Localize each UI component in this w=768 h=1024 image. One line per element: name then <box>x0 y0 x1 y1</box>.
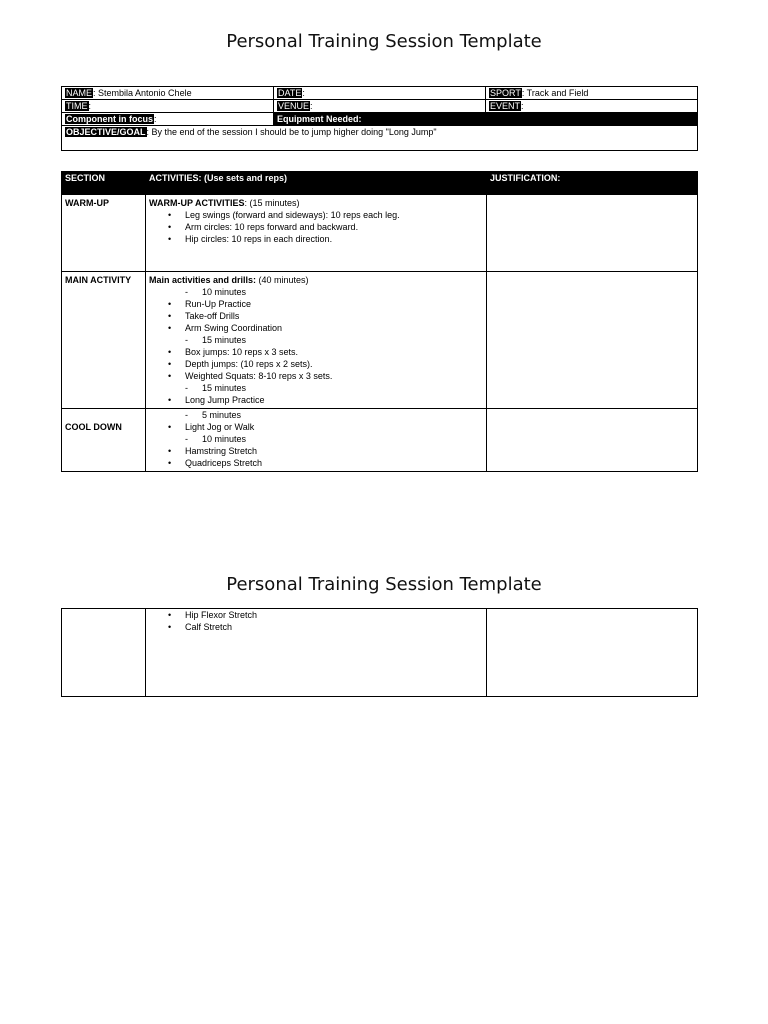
table-row-continued <box>62 609 698 697</box>
cool-down-list <box>149 409 483 469</box>
table-header-row <box>62 172 698 195</box>
list-item: • Light Jog or Walk <box>185 421 483 433</box>
venue-cell <box>274 100 486 113</box>
list-item: • Leg swings (forward and sideways): 10 reps each leg. <box>185 209 483 221</box>
warmup-heading-suffix: : (15 minutes) <box>244 198 300 208</box>
list-item: • Hip circles: 10 reps in each direction. <box>185 233 483 245</box>
main-activity-list <box>149 286 483 406</box>
warmup-section-label: WARM-UP <box>62 195 146 272</box>
sport-cell <box>486 87 698 100</box>
list-item: • Hip Flexor Stretch <box>185 609 483 621</box>
sport-label: SPORT <box>490 88 521 98</box>
list-item: - 15 minutes <box>185 334 483 346</box>
objective-cell <box>62 126 698 151</box>
main-activity-justification <box>487 272 698 409</box>
date-cell <box>274 87 486 100</box>
header-section: SECTION <box>62 172 146 195</box>
session-table-continued <box>61 608 698 697</box>
main-activity-section-label: MAIN ACTIVITY <box>62 272 146 409</box>
equipment-cell <box>274 113 698 126</box>
list-item: • Weighted Squats: 8-10 reps x 3 sets. <box>185 370 483 382</box>
name-cell <box>62 87 274 100</box>
venue-value: : <box>310 101 313 111</box>
list-item: - 15 minutes <box>185 382 483 394</box>
objective-label: OBJECTIVE/GOAL <box>66 127 146 137</box>
continued-list <box>149 609 483 633</box>
warmup-heading: WARM-UP ACTIVITIES <box>149 198 245 208</box>
list-item: • Arm Swing Coordination <box>185 322 483 334</box>
continued-section <box>62 609 146 697</box>
list-item: • Quadriceps Stretch <box>185 457 483 469</box>
list-item: • Run-Up Practice <box>185 298 483 310</box>
objective-value: : By the end of the session I should be to jump higher doing "Long Jump" <box>146 127 437 137</box>
event-label: EVENT <box>490 101 521 111</box>
cool-down-activities <box>146 409 487 472</box>
sport-value: : Track and Field <box>521 88 589 98</box>
table-row-warmup <box>62 195 698 272</box>
page-title: Personal Training Session Template <box>226 31 542 52</box>
component-value: : <box>154 114 157 124</box>
event-cell <box>486 100 698 113</box>
name-value: : Stembila Antonio Chele <box>93 88 192 98</box>
warmup-list <box>149 209 483 245</box>
continued-activities <box>146 609 487 697</box>
list-item: • Depth jumps: (10 reps x 2 sets). <box>185 358 483 370</box>
session-table <box>61 171 698 472</box>
time-label: TIME <box>66 101 88 111</box>
table-row-main-activity <box>62 272 698 409</box>
cool-down-label-text: COOL DOWN <box>65 422 122 432</box>
list-item: - 5 minutes <box>185 409 483 421</box>
header-justification: JUSTIFICATION: <box>487 172 698 195</box>
main-activity-heading: Main activities and drills: <box>149 275 257 285</box>
component-label: Component in focus <box>66 114 153 124</box>
event-value: : <box>521 101 524 111</box>
table-row-cool-down <box>62 409 698 472</box>
list-item: • Box jumps: 10 reps x 3 sets. <box>185 346 483 358</box>
list-item: • Long Jump Practice <box>185 394 483 406</box>
time-value: : <box>88 101 92 111</box>
list-item: • Calf Stretch <box>185 621 483 633</box>
main-activities <box>146 272 487 409</box>
equipment-label: Equipment Needed: <box>277 114 362 124</box>
cool-down-justification <box>487 409 698 472</box>
page-title-2: Personal Training Session Template <box>226 574 542 595</box>
list-item: • Hamstring Stretch <box>185 445 483 457</box>
info-table <box>61 86 698 151</box>
list-item: • Arm circles: 10 reps forward and backward. <box>185 221 483 233</box>
date-value: : <box>302 88 305 98</box>
time-cell <box>62 100 274 113</box>
warmup-justification <box>487 195 698 272</box>
list-item: - 10 minutes <box>185 286 483 298</box>
venue-label: VENUE <box>278 101 310 111</box>
component-cell <box>62 113 274 126</box>
date-label: DATE <box>278 88 302 98</box>
cool-down-section-label <box>62 409 146 472</box>
list-item: • Take-off Drills <box>185 310 483 322</box>
name-label: NAME <box>66 88 93 98</box>
main-activity-heading-suffix: (40 minutes) <box>256 275 309 285</box>
list-item: - 10 minutes <box>185 433 483 445</box>
header-activities: ACTIVITIES: (Use sets and reps) <box>146 172 487 195</box>
continued-justification <box>487 609 698 697</box>
warmup-activities <box>146 195 487 272</box>
